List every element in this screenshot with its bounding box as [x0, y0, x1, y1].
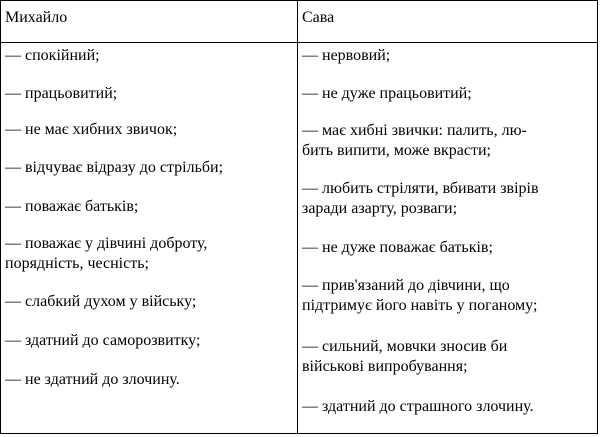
trait-line: — не дуже працьовитий; — [302, 85, 472, 102]
column-mykhailo — [1, 1, 298, 433]
trait-line: — не здатний до злочину. — [5, 371, 180, 388]
mykhailo-trait-1 — [5, 46, 293, 66]
mykhailo-trait-3 — [5, 120, 293, 140]
trait-line: бить випити, може вкрасти; — [302, 142, 491, 159]
sava-trait-2 — [302, 84, 588, 104]
trait-line: — поважає батьків; — [5, 198, 139, 215]
trait-line: заради азарту, розваги; — [302, 200, 458, 217]
trait-line: — нервовий; — [302, 47, 391, 64]
trait-line: — працьовитий; — [5, 85, 118, 102]
trait-line: — не має хибних звичок; — [5, 121, 178, 138]
trait-line: — має хибні звички: палить, лю- — [302, 122, 527, 139]
mykhailo-trait-8 — [5, 331, 293, 351]
header-sava: Сава — [302, 9, 335, 26]
trait-line: — сильний, мовчки зносив би — [302, 338, 508, 355]
mykhailo-trait-7 — [5, 292, 293, 312]
sava-trait-7 — [302, 337, 588, 377]
trait-line: порядність, чесність; — [5, 255, 149, 272]
trait-line: — здатний до саморозвитку; — [5, 332, 201, 349]
header-cell-mykhailo — [1, 1, 297, 43]
trait-line: — спокійний; — [5, 47, 100, 64]
sava-trait-3 — [302, 121, 588, 161]
sava-trait-1 — [302, 46, 588, 66]
trait-line: підтримує його навіть у поганому; — [302, 297, 538, 314]
mykhailo-trait-4 — [5, 158, 293, 178]
trait-line: — не дуже поважає батьків; — [302, 239, 493, 256]
mykhailo-trait-2 — [5, 84, 293, 104]
mykhailo-trait-6 — [5, 234, 293, 274]
header-mykhailo: Михайло — [5, 9, 68, 26]
sava-trait-4 — [302, 179, 588, 219]
sava-trait-8 — [302, 397, 588, 417]
sava-trait-6 — [302, 276, 588, 316]
mykhailo-trait-9 — [5, 370, 293, 390]
sava-trait-5 — [302, 238, 588, 258]
trait-line: — поважає у дівчині доброту, — [5, 235, 208, 252]
trait-line: — прив'язаний до дівчини, що — [302, 277, 510, 294]
trait-line: — слабкий духом у війську; — [5, 293, 197, 310]
trait-line: — здатний до страшного злочину. — [302, 398, 534, 415]
header-cell-sava — [298, 1, 597, 43]
trait-line: — відчуває відразу до стрільби; — [5, 159, 224, 176]
column-sava — [298, 1, 597, 433]
trait-line: — любить стріляти, вбивати звірів — [302, 180, 539, 197]
trait-line: військові випробування; — [302, 358, 468, 375]
mykhailo-trait-5 — [5, 197, 293, 217]
